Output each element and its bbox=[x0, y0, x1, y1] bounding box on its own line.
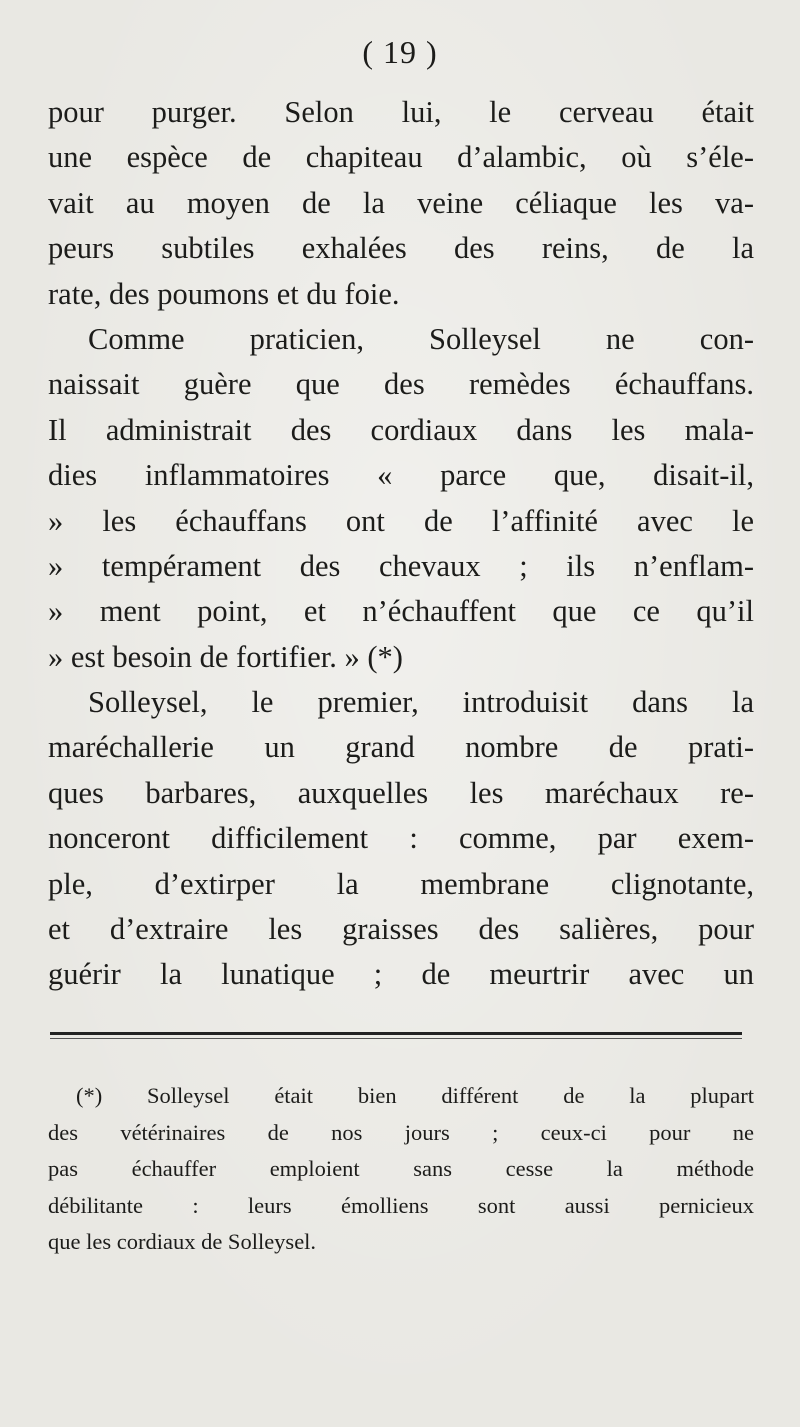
text-line: pour purger. Selon lui, le cerveau était bbox=[48, 95, 754, 129]
footnote-divider-thin bbox=[50, 1038, 742, 1039]
text-line: ple, d’extirper la membrane clignotante, bbox=[48, 866, 754, 901]
text-line: une espèce de chapiteau d’alambic, où s’éle- bbox=[48, 140, 754, 175]
footnote-line: pas échauffer emploient sans cesse la méthode bbox=[48, 1156, 754, 1181]
text-line: dies inflammatoires « parce que, disait-il, bbox=[48, 458, 754, 493]
main-text bbox=[48, 90, 754, 998]
page-number: ( 19 ) bbox=[362, 34, 438, 70]
footnote bbox=[48, 1078, 754, 1261]
text-line: nonceront difficilement : comme, par exem- bbox=[48, 821, 754, 856]
footnote-line: des vétérinaires de nos jours ; ceux-ci pour ne bbox=[48, 1119, 754, 1145]
text-line: Comme praticien, Solleysel ne con- bbox=[88, 321, 754, 356]
text-line: » les échauffans ont de l’affinité avec le bbox=[48, 503, 754, 538]
footnote-line: que les cordiaux de Solleysel. bbox=[48, 1229, 317, 1254]
text-line: Il administrait des cordiaux dans les mala- bbox=[48, 412, 754, 447]
paragraph-1 bbox=[48, 90, 754, 317]
text-line: Solleysel, le premier, introduisit dans la bbox=[88, 685, 754, 720]
paragraph-3 bbox=[48, 680, 754, 998]
text-line: et d’extraire les graisses des salières, pour bbox=[48, 912, 754, 947]
text-line: » tempérament des chevaux ; ils n’enflam- bbox=[48, 548, 754, 583]
text-line: peurs subtiles exhalées des reins, de la bbox=[48, 231, 754, 266]
text-line: rate, des poumons et du foie. bbox=[48, 276, 400, 311]
footnote-divider bbox=[50, 1032, 742, 1035]
text-line: ques barbares, auxquelles les maréchaux re- bbox=[48, 775, 754, 810]
text-line: » ment point, et n’échauffent que ce qu’il bbox=[48, 594, 754, 629]
footnote-line: débilitante : leurs émolliens sont aussi pernicieux bbox=[48, 1192, 754, 1218]
text-line: naissait guère que des remèdes échauffans. bbox=[48, 367, 754, 402]
text-line: guérir la lunatique ; de meurtrir avec un bbox=[48, 957, 754, 992]
paragraph-2 bbox=[48, 317, 754, 680]
footnote-line: (*) Solleysel était bien différent de la plupart bbox=[76, 1083, 754, 1108]
text-line: maréchallerie un grand nombre de prati- bbox=[48, 730, 754, 765]
text-line: vait au moyen de la veine céliaque les va- bbox=[48, 185, 754, 220]
text-line: » est besoin de fortifier. » (*) bbox=[48, 639, 403, 674]
